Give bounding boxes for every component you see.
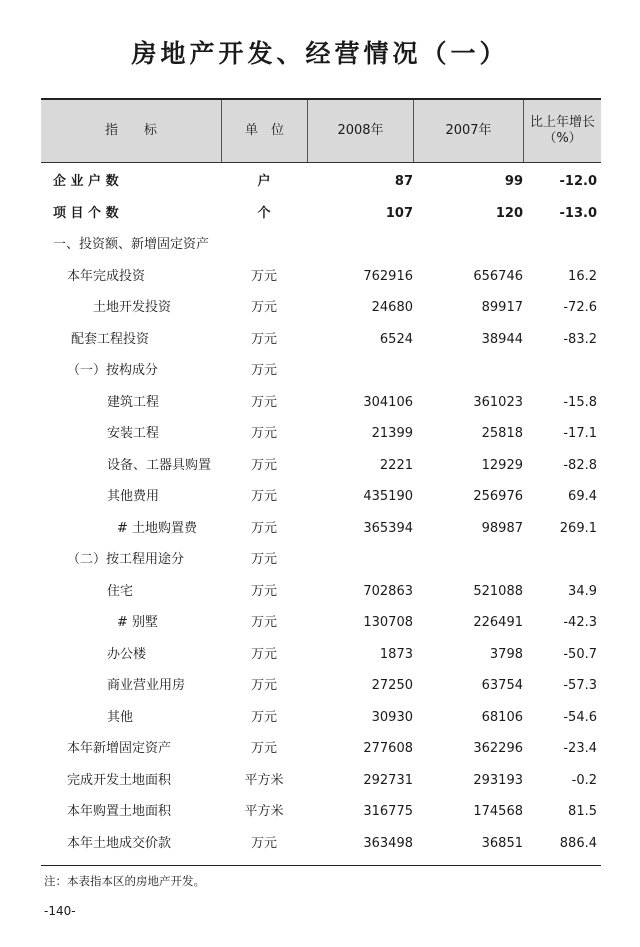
row-value-2007: 63754 — [481, 678, 523, 693]
row-growth: -54.6 — [563, 709, 597, 725]
row-label: 其他 — [107, 709, 134, 725]
row-label: 本年购置土地面积 — [67, 804, 172, 819]
row-value-2007: 68106 — [481, 709, 523, 725]
row-value-2008 — [307, 229, 413, 261]
row-label: 住宅 — [107, 583, 134, 599]
row-growth: -83.2 — [563, 331, 597, 347]
row-value-2007: 656746 — [473, 268, 523, 284]
row-growth: 16.2 — [568, 268, 597, 284]
row-unit: 万元 — [250, 394, 277, 410]
header-growth — [524, 100, 601, 162]
row-growth: -50.7 — [563, 646, 597, 662]
row-value-2008: 2221 — [379, 457, 413, 473]
row-growth: 269.1 — [559, 520, 597, 536]
row-growth: -0.2 — [571, 772, 597, 788]
table-body — [41, 163, 601, 859]
row-growth: 69.4 — [568, 489, 597, 504]
table-row — [41, 481, 601, 513]
row-label: 企 业 户 数 — [53, 174, 119, 189]
table-row — [41, 450, 601, 482]
row-unit: 万元 — [250, 457, 277, 473]
row-value-2008: 363498 — [363, 835, 413, 851]
row-value-2007 — [413, 355, 523, 387]
row-label: （二）按工程用途分 — [67, 552, 185, 567]
row-unit: 万元 — [250, 300, 277, 315]
row-growth: 81.5 — [568, 804, 597, 819]
table-row — [41, 765, 601, 797]
table-bottom-rule — [41, 865, 601, 866]
table-row — [41, 229, 601, 261]
row-value-2008: 762916 — [363, 268, 413, 284]
row-label: 项 目 个 数 — [53, 205, 119, 221]
table-row — [41, 166, 601, 198]
row-growth: -12.0 — [559, 174, 597, 189]
header-growth-label: 比上年增长 — [529, 114, 595, 130]
table-row — [41, 292, 601, 324]
row-value-2007: 256976 — [473, 489, 523, 504]
row-value-2008: 87 — [394, 174, 413, 189]
statistics-table — [41, 98, 601, 866]
row-label: 设备、工器具购置 — [107, 457, 212, 473]
row-unit: 万元 — [250, 363, 277, 378]
row-value-2008 — [307, 544, 413, 576]
row-label: 一、投资额、新增固定资产 — [53, 237, 210, 252]
row-unit: 万元 — [250, 426, 277, 441]
table-row — [41, 355, 601, 387]
row-value-2008: 316775 — [363, 804, 413, 819]
row-growth — [523, 544, 597, 576]
row-growth: -42.3 — [563, 615, 597, 630]
row-growth: -17.1 — [563, 426, 597, 441]
row-value-2008: 365394 — [363, 520, 413, 536]
row-label: # 别墅 — [117, 615, 159, 630]
row-value-2008: 27250 — [371, 678, 413, 693]
row-label: 建筑工程 — [107, 394, 160, 410]
table-row — [41, 670, 601, 702]
row-value-2007: 120 — [495, 205, 523, 221]
row-label: 其他费用 — [107, 489, 160, 504]
row-unit: 平方米 — [244, 804, 284, 819]
row-value-2008: 702863 — [363, 583, 413, 599]
row-unit: 万元 — [250, 268, 277, 284]
row-growth — [523, 229, 597, 261]
row-value-2007: 99 — [504, 174, 523, 189]
row-unit: 万元 — [250, 520, 277, 536]
row-value-2007: 3798 — [489, 646, 523, 662]
table-row — [41, 387, 601, 419]
row-unit: 平方米 — [244, 772, 284, 788]
row-value-2008: 21399 — [371, 426, 413, 441]
row-growth: -72.6 — [563, 300, 597, 315]
row-unit: 万元 — [250, 615, 277, 630]
row-growth: -57.3 — [563, 678, 597, 693]
row-value-2007: 361023 — [473, 394, 523, 410]
row-unit: 万元 — [250, 678, 277, 693]
row-growth: 34.9 — [568, 583, 597, 599]
row-label: 完成开发土地面积 — [67, 772, 172, 788]
row-unit: 个 — [257, 205, 271, 221]
table-row — [41, 607, 601, 639]
row-growth: -82.8 — [563, 457, 597, 473]
table-row — [41, 702, 601, 734]
row-value-2007: 12929 — [481, 457, 523, 473]
row-value-2008: 30930 — [371, 709, 413, 725]
table-note: 注：本表指本区的房地产开发。 — [44, 874, 205, 888]
table-row — [41, 639, 601, 671]
row-growth: -15.8 — [563, 394, 597, 410]
row-value-2007: 174568 — [473, 804, 523, 819]
table-row — [41, 828, 601, 860]
row-label: （一）按构成分 — [67, 363, 159, 378]
row-unit: 万元 — [250, 646, 277, 662]
table-row — [41, 324, 601, 356]
table-row — [41, 261, 601, 293]
row-value-2007: 226491 — [473, 615, 523, 630]
table-row — [41, 733, 601, 765]
row-value-2007: 521088 — [473, 583, 523, 599]
table-row — [41, 198, 601, 230]
row-unit: 万元 — [250, 552, 277, 567]
row-label: # 土地购置费 — [117, 520, 198, 536]
page-number: -140- — [44, 904, 76, 918]
header-2007: 2007年 — [445, 122, 492, 138]
row-unit: 万元 — [250, 709, 277, 725]
table-row — [41, 544, 601, 576]
row-unit: 万元 — [250, 741, 277, 756]
row-value-2007: 25818 — [481, 426, 523, 441]
row-value-2008: 107 — [385, 205, 413, 221]
row-value-2007 — [413, 544, 523, 576]
table-header — [41, 98, 601, 163]
row-unit: 万元 — [250, 583, 277, 599]
row-value-2008: 304106 — [363, 394, 413, 410]
table-row — [41, 418, 601, 450]
table-row — [41, 796, 601, 828]
table-row — [41, 513, 601, 545]
row-label: 安装工程 — [107, 426, 160, 441]
row-value-2008: 1873 — [379, 646, 413, 662]
row-value-2007: 293193 — [473, 772, 523, 788]
row-value-2008: 292731 — [363, 772, 413, 788]
row-value-2008: 277608 — [363, 741, 413, 756]
row-value-2008: 24680 — [371, 300, 413, 315]
header-indicator: 指 标 — [104, 122, 157, 138]
row-growth: -13.0 — [559, 205, 597, 221]
row-value-2008: 435190 — [363, 489, 413, 504]
row-label: 土地开发投资 — [93, 300, 172, 315]
page-title: 房地产开发、经营情况（一） — [131, 39, 509, 68]
row-value-2008: 130708 — [363, 615, 413, 630]
row-unit: 户 — [257, 174, 271, 189]
row-value-2007 — [413, 229, 523, 261]
row-value-2008 — [307, 355, 413, 387]
row-unit: 万元 — [250, 489, 277, 504]
row-growth: 886.4 — [559, 835, 597, 851]
header-growth-unit: （%） — [543, 131, 582, 146]
row-label: 商业营业用房 — [107, 678, 186, 693]
table-row — [41, 576, 601, 608]
row-label: 配套工程投资 — [71, 331, 150, 347]
row-growth — [523, 355, 597, 387]
row-value-2007: 362296 — [473, 741, 523, 756]
row-value-2007: 89917 — [481, 300, 523, 315]
row-unit: 万元 — [250, 331, 277, 347]
row-label: 本年完成投资 — [67, 268, 146, 284]
row-label: 办公楼 — [107, 646, 147, 662]
row-value-2008: 6524 — [379, 331, 413, 347]
row-label: 本年新增固定资产 — [67, 741, 172, 756]
row-unit — [221, 229, 307, 261]
row-value-2007: 98987 — [481, 520, 523, 536]
row-unit: 万元 — [250, 835, 277, 851]
row-label: 本年土地成交价款 — [67, 835, 172, 851]
header-2008: 2008年 — [337, 122, 384, 138]
row-value-2007: 38944 — [481, 331, 523, 347]
row-growth: -23.4 — [563, 741, 597, 756]
header-unit: 单 位 — [244, 122, 284, 138]
row-value-2007: 36851 — [481, 835, 523, 851]
